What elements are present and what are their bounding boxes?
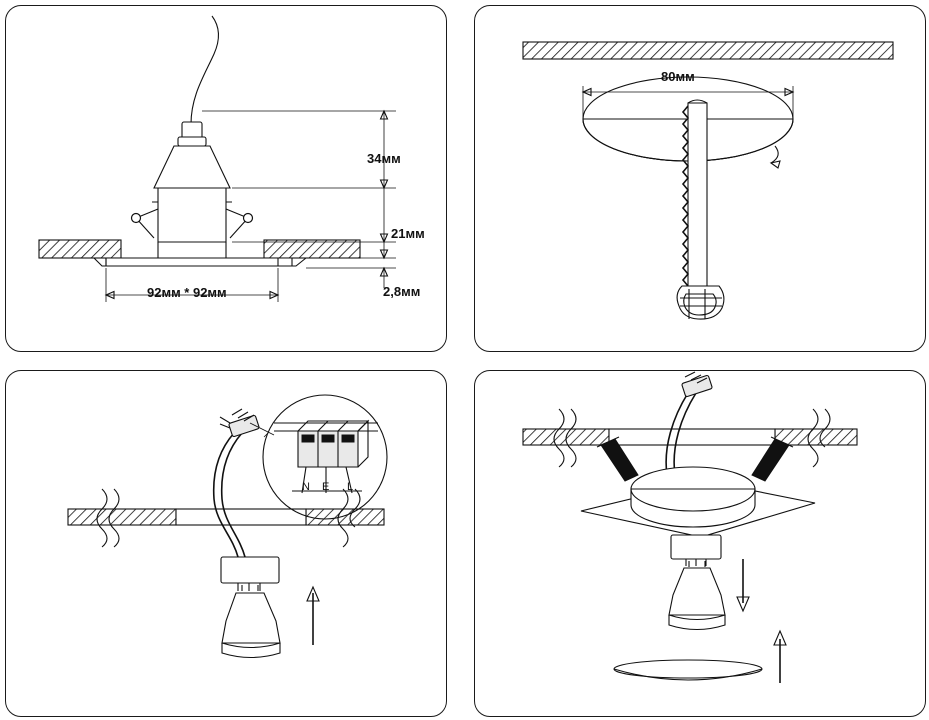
dim-label-92x92mm: 92мм * 92мм [147,285,227,300]
panel-fixture-mounting [474,370,926,717]
dim-label-34mm: 34мм [367,151,401,166]
dim-label-21mm: 21мм [391,226,425,241]
panel-4-drawing [475,371,925,716]
dim-label-80mm: 80мм [661,69,695,84]
terminal-label-e: E [322,481,330,493]
panel-wiring-connection [5,370,447,717]
panel-2-drawing [475,6,925,351]
panel-fixture-dimensions [5,5,447,352]
dim-label-2-8mm: 2,8мм [383,284,421,299]
panel-3-drawing [6,371,446,716]
terminal-label-n: N [302,481,310,493]
panel-hole-cutting [474,5,926,352]
terminal-label-l: L [347,481,354,493]
